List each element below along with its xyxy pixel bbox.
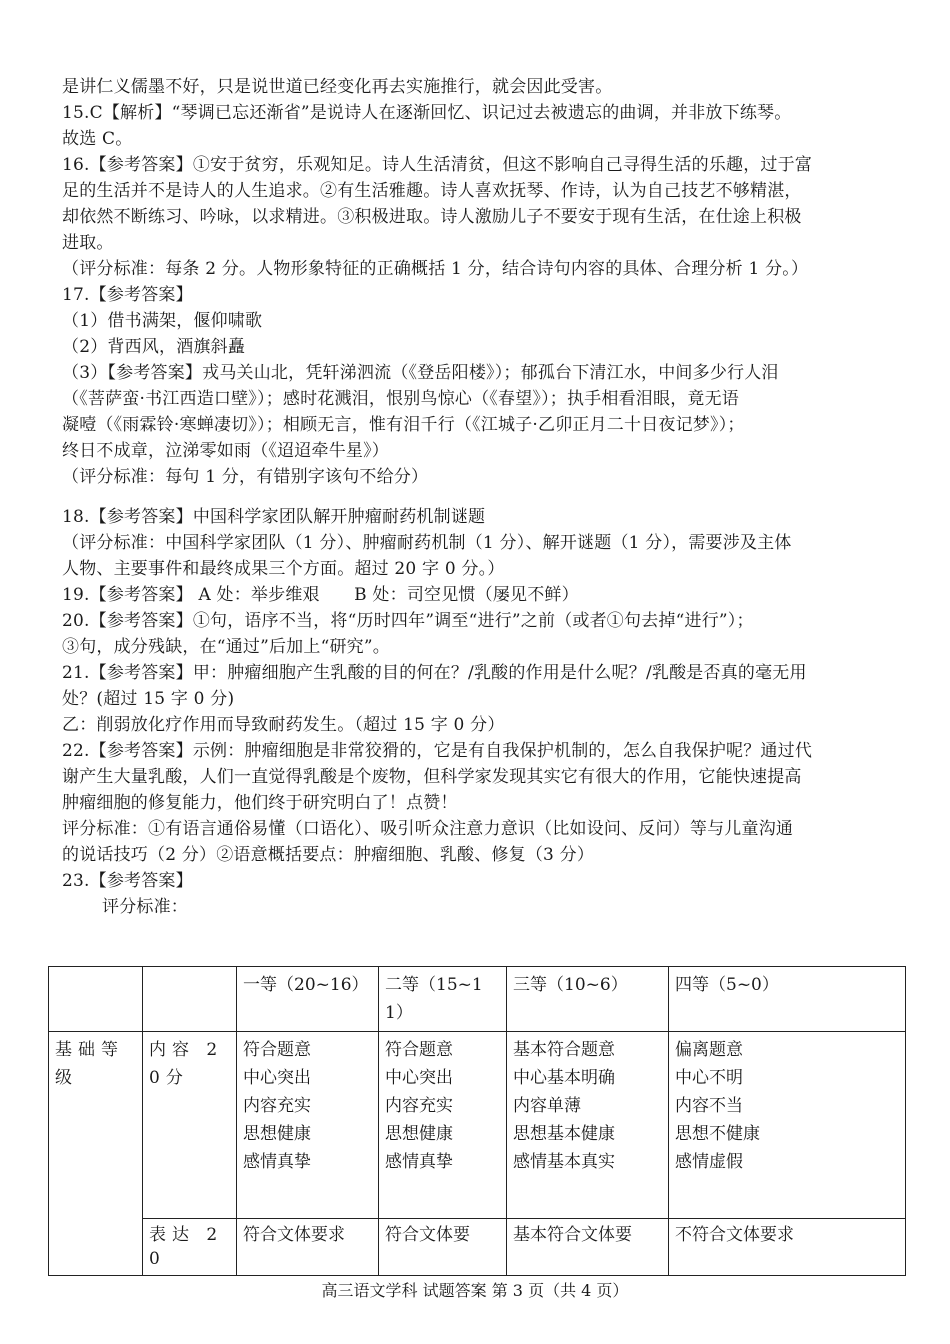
grade3-content-cell — [507, 1032, 669, 1219]
text-line: 凝噎（《雨霖铃·寒蝉凄切》）；相顾无言，惟有泪千行（《江城子·乙卯正月二十日夜记梦》）； — [62, 415, 745, 435]
text-line: 评分标准： — [102, 897, 188, 917]
cell-text: 感情虚假 — [675, 1152, 743, 1172]
grade4-expression-cell: 不符合文体要求 — [669, 1219, 906, 1276]
text-line: 终日不成章，泣涕零如雨（《迢迢牵牛星》） — [62, 441, 389, 461]
text-line: （2）背西风，酒旗斜矗 — [62, 337, 246, 357]
table-cell — [49, 967, 143, 1032]
page-footer: 高三语文学科 试题答案 第 3 页（共 4 页） — [321, 1281, 629, 1300]
text-line: 是讲仁义儒墨不好，只是说世道已经变化再去实施推行，就会因此受害。 — [62, 77, 613, 97]
grade3-expression-cell: 基本符合文体要 — [507, 1219, 669, 1276]
text-line: 21.【参考答案】甲：肿瘤细胞产生乳酸的目的何在？/乳酸的作用是什么呢？/乳酸是否真的毫无用 — [62, 663, 807, 683]
text-line: 18.【参考答案】中国科学家团队解开肿瘤耐药机制谜题 — [62, 507, 486, 527]
grade2-content-cell — [379, 1032, 507, 1219]
text-line: 的说话技巧（2 分）②语意概括要点：肿瘤细胞、乳酸、修复（3 分） — [62, 845, 595, 865]
cell-text: 中心不明 — [675, 1068, 743, 1088]
text-line: 17.【参考答案】 — [62, 285, 193, 305]
text-line: 19.【参考答案】 A 处：举步维艰 B 处：司空见惯（屡见不鲜） — [62, 585, 579, 605]
grade-header-4: 四等（5~0） — [669, 967, 906, 1032]
table-header-row — [49, 967, 906, 1032]
text-line: （评分标准：每句 1 分，有错别字该句不给分） — [62, 467, 429, 487]
grade-header-2: 二等（15~11） — [379, 967, 507, 1032]
scoring-table — [48, 966, 906, 1276]
cell-text: 中心基本明确 — [513, 1068, 615, 1088]
cell-text: 感情真挚 — [243, 1152, 311, 1172]
cell-text: 基本符合题意 — [513, 1040, 615, 1060]
text-line: （评分标准：每条 2 分。人物形象特征的正确概括 1 分，结合诗句内容的具体、合理分析 1 分。） — [62, 259, 809, 279]
cell-text: 符合题意 — [243, 1040, 311, 1060]
cell-text: 感情基本真实 — [513, 1152, 615, 1172]
text-line: （1）借书满架，偃仰啸歌 — [62, 311, 263, 331]
text-line: （3）【参考答案】戎马关山北，凭轩涕泗流（《登岳阳楼》）；郁孤台下清江水，中间多少行人泪 — [62, 363, 779, 383]
grade4-content-cell — [669, 1032, 906, 1219]
grade1-content-cell — [237, 1032, 379, 1219]
text-line: 评分标准：①有语言通俗易懂（口语化）、吸引听众注意力意识（比如设问、反问）等与儿童沟通 — [62, 819, 794, 839]
table-row-content — [49, 1032, 906, 1219]
text-line: 足的生活并不是诗人的人生追求。②有生活雅趣。诗人喜欢抚琴、作诗，认为自己技艺不够精湛， — [62, 181, 802, 201]
expression-label: 表达 20 — [143, 1219, 237, 1276]
text-line: 22.【参考答案】示例：肿瘤细胞是非常狡猾的，它是有自我保护机制的，怎么自我保护呢？通过代 — [62, 741, 813, 761]
text-line: ③句，成分残缺，在“通过”后加上“研究”。 — [62, 637, 390, 657]
cell-text: 内容单薄 — [513, 1096, 581, 1116]
basic-level-label: 基础等级 — [49, 1032, 143, 1276]
cell-text: 中心突出 — [243, 1068, 311, 1088]
text-line: 进取。 — [62, 233, 114, 253]
content-label: 内容 20分 — [143, 1032, 237, 1219]
text-line: 乙：削弱放化疗作用而导致耐药发生。（超过 15 字 0 分） — [62, 715, 505, 735]
text-line: 肿瘤细胞的修复能力，他们终于研究明白了！点赞！ — [62, 793, 458, 813]
cell-text: 思想不健康 — [675, 1124, 760, 1144]
table-cell — [143, 967, 237, 1032]
cell-text: 内容充实 — [385, 1096, 453, 1116]
grade-header-1: 一等（20~16） — [237, 967, 379, 1032]
text-line: 20.【参考答案】①句，语序不当，将“历时四年”调至“进行”之前（或者①句去掉“进行”）； — [62, 611, 754, 631]
text-line: 16.【参考答案】①安于贫穷，乐观知足。诗人生活清贫，但这不影响自己寻得生活的乐趣，过于富 — [62, 155, 813, 175]
cell-text: 内容充实 — [243, 1096, 311, 1116]
cell-text: 思想健康 — [385, 1124, 453, 1144]
text-line: （《菩萨蛮·书江西造口壁》）；感时花溅泪，恨别鸟惊心（《春望》）；执手相看泪眼，竟无语 — [62, 389, 740, 409]
cell-text: 思想健康 — [243, 1124, 311, 1144]
cell-text: 符合题意 — [385, 1040, 453, 1060]
cell-text: 思想基本健康 — [513, 1124, 615, 1144]
text-line: 处？(超过 15 字 0 分) — [62, 689, 235, 709]
text-line: 谢产生大量乳酸，人们一直觉得乳酸是个废物，但科学家发现其实它有很大的作用，它能快速提高 — [62, 767, 802, 787]
grade-header-3: 三等（10~6） — [507, 967, 669, 1032]
text-line: 人物、主要事件和最终成果三个方面。超过 20 字 0 分。） — [62, 559, 505, 579]
cell-text: 偏离题意 — [675, 1040, 743, 1060]
cell-text: 中心突出 — [385, 1068, 453, 1088]
text-line: 却依然不断练习、吟咏，以求精进。③积极进取。诗人激励儿子不要安于现有生活，在仕途上积极 — [62, 207, 802, 227]
text-line: 15.C【解析】“琴调已忘还渐省”是说诗人在逐渐回忆、识记过去被遗忘的曲调，并非放下练琴。 — [62, 103, 792, 123]
cell-text: 感情真挚 — [385, 1152, 453, 1172]
grade1-expression-cell: 符合文体要求 — [237, 1219, 379, 1276]
text-line: 故选 C。 — [62, 129, 133, 149]
cell-text: 内容不当 — [675, 1096, 743, 1116]
text-line: （评分标准：中国科学家团队（1 分）、肿瘤耐药机制（1 分）、解开谜题（1 分），需要涉及主体 — [62, 533, 792, 553]
grade2-expression-cell: 符合文体要 — [379, 1219, 507, 1276]
text-line: 23.【参考答案】 — [62, 871, 193, 891]
table-row-expression — [49, 1219, 906, 1276]
